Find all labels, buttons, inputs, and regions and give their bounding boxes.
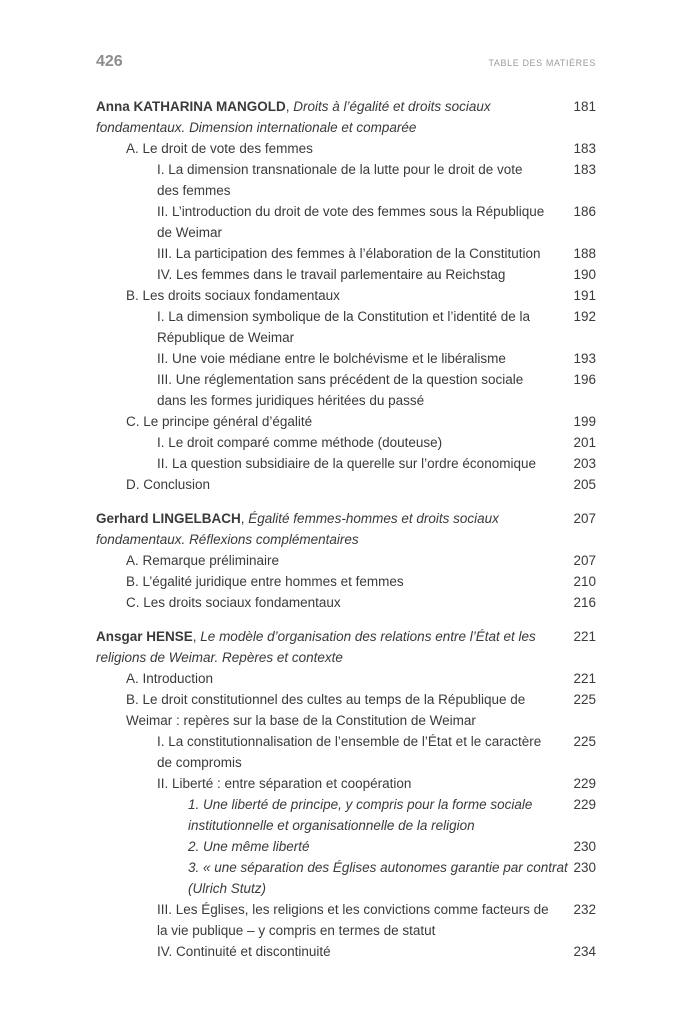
toc-entry-heading (96, 508, 596, 550)
toc-item-page-number: 230 (573, 860, 596, 875)
toc-item (96, 857, 596, 899)
toc-item (96, 689, 596, 731)
toc-item-page-number: 225 (573, 734, 596, 749)
toc-item-text: I. La constitutionnalisation de l’ensemble de l’État et le caractère de compromis (157, 734, 542, 770)
toc-item (96, 348, 596, 369)
toc-item-text: C. Les droits sociaux fondamentaux (126, 595, 341, 610)
toc-item-page-number: 190 (573, 267, 596, 282)
toc-entry-heading (96, 626, 596, 668)
toc-item-page-number: 199 (573, 414, 596, 429)
toc-item (96, 453, 596, 474)
toc-item-text: A. Remarque préliminaire (126, 553, 280, 568)
toc-entry (96, 96, 596, 495)
toc-item-text: A. Le droit de vote des femmes (126, 141, 313, 156)
toc-item (96, 369, 596, 411)
entry-author: Anna KATHARINA MANGOLD (96, 99, 286, 114)
toc-item-page-number: 191 (573, 288, 596, 303)
toc-entry (96, 626, 596, 962)
toc-item (96, 668, 596, 689)
toc-item (96, 592, 596, 613)
toc-item-page-number: 230 (573, 839, 596, 854)
entry-author: Ansgar HENSE (96, 629, 193, 644)
entry-page-number: 221 (573, 629, 596, 644)
toc-item-page-number: 196 (573, 372, 596, 387)
entry-heading-text (96, 626, 562, 668)
toc-item-page-number: 186 (573, 204, 596, 219)
toc-item-page-number: 193 (573, 351, 596, 366)
toc-item-text: D. Conclusion (126, 477, 211, 492)
toc-item-text: B. Les droits sociaux fondamentaux (126, 288, 340, 303)
page-header (96, 53, 596, 72)
entry-title: Droits à l’égalité et droits sociaux fondamentaux. Dimension internationale et comparée (96, 99, 491, 135)
toc-item-page-number: 203 (573, 456, 596, 471)
toc-item-page-number: 205 (573, 477, 596, 492)
toc-item-text: II. La question subsidiaire de la querelle sur l’ordre économique (157, 456, 536, 471)
toc-item (96, 571, 596, 592)
toc-item (96, 773, 596, 794)
entry-page-number: 207 (573, 511, 596, 526)
toc-item-text: 1. Une liberté de principe, y compris pour la forme sociale institutionnelle et organisationnelle de la religion (188, 797, 533, 833)
toc-item-page-number: 210 (573, 574, 596, 589)
entry-separator: , (285, 99, 294, 114)
toc-item-page-number: 229 (573, 797, 596, 812)
toc-item-text: II. Liberté : entre séparation et coopération (157, 776, 412, 791)
toc-item-text: II. Une voie médiane entre le bolchévisme et le libéralisme (157, 351, 506, 366)
toc-item (96, 836, 596, 857)
toc-item (96, 201, 596, 243)
toc-item (96, 432, 596, 453)
toc-item-page-number: 207 (573, 553, 596, 568)
entry-title: Égalité femmes-hommes et droits sociaux fondamentaux. Réflexions complémentaires (96, 511, 499, 547)
toc-item-text: IV. Les femmes dans le travail parlementaire au Reichstag (157, 267, 506, 282)
entry-page-number: 181 (573, 99, 596, 114)
toc-item (96, 138, 596, 159)
toc-item-text: III. Une réglementation sans précédent de la question sociale dans les formes juridiques héritées du passé (157, 372, 524, 408)
toc-entry-heading (96, 96, 596, 138)
toc-item-page-number: 225 (573, 692, 596, 707)
entry-heading-text (96, 96, 562, 138)
toc-item-text: C. Le principe général d’égalité (126, 414, 313, 429)
running-head: TABLE DES MATIÈRES (488, 58, 596, 68)
toc-item (96, 941, 596, 962)
toc-item-text: I. La dimension transnationale de la lutte pour le droit de vote des femmes (157, 162, 523, 198)
toc-item-page-number: 216 (573, 595, 596, 610)
toc-item (96, 159, 596, 201)
toc-entry (96, 508, 596, 613)
toc-item (96, 474, 596, 495)
toc-item-page-number: 229 (573, 776, 596, 791)
entry-author: Gerhard LINGELBACH (96, 511, 241, 526)
toc-item-text: III. Les Églises, les religions et les convictions comme facteurs de la vie publique – y compris en termes de statut (157, 902, 549, 938)
toc-item-text: III. La participation des femmes à l’élaboration de la Constitution (157, 246, 541, 261)
toc-item-text: A. Introduction (126, 671, 214, 686)
toc-item-page-number: 201 (573, 435, 596, 450)
toc-item (96, 550, 596, 571)
toc-item-page-number: 192 (573, 309, 596, 324)
toc-item-text: I. La dimension symbolique de la Constitution et l’identité de la République de Weimar (157, 309, 530, 345)
toc-item (96, 285, 596, 306)
page-number: 426 (96, 53, 123, 70)
entry-title: Le modèle d’organisation des relations entre l’État et les religions de Weimar. Repères et contexte (96, 629, 536, 665)
toc-item (96, 306, 596, 348)
toc-item-page-number: 221 (573, 671, 596, 686)
toc-item-page-number: 188 (573, 246, 596, 261)
entry-separator: , (192, 629, 201, 644)
toc-item-text: 3. « une séparation des Églises autonomes garantie par contrat (Ulrich Stutz) (188, 860, 568, 896)
toc-item-page-number: 183 (573, 162, 596, 177)
toc-item-text: IV. Continuité et discontinuité (157, 944, 331, 959)
toc-item-text: II. L’introduction du droit de vote des femmes sous la République de Weimar (157, 204, 545, 240)
page-content (96, 53, 596, 975)
toc-item-text: I. Le droit comparé comme méthode (douteuse) (157, 435, 443, 450)
toc-item-text: B. Le droit constitutionnel des cultes au temps de la République de Weimar : repères sur la base de la Constitution de Weimar (126, 692, 526, 728)
table-of-contents (96, 96, 596, 962)
toc-item-page-number: 183 (573, 141, 596, 156)
toc-item-text: 2. Une même liberté (188, 839, 310, 854)
toc-item-page-number: 232 (573, 902, 596, 917)
toc-item (96, 264, 596, 285)
entry-separator: , (240, 511, 249, 526)
toc-item (96, 731, 596, 773)
toc-item (96, 411, 596, 432)
toc-item (96, 243, 596, 264)
toc-item (96, 794, 596, 836)
toc-item-page-number: 234 (573, 944, 596, 959)
entry-heading-text (96, 508, 562, 550)
toc-item-text: B. L’égalité juridique entre hommes et femmes (126, 574, 404, 589)
toc-item (96, 899, 596, 941)
